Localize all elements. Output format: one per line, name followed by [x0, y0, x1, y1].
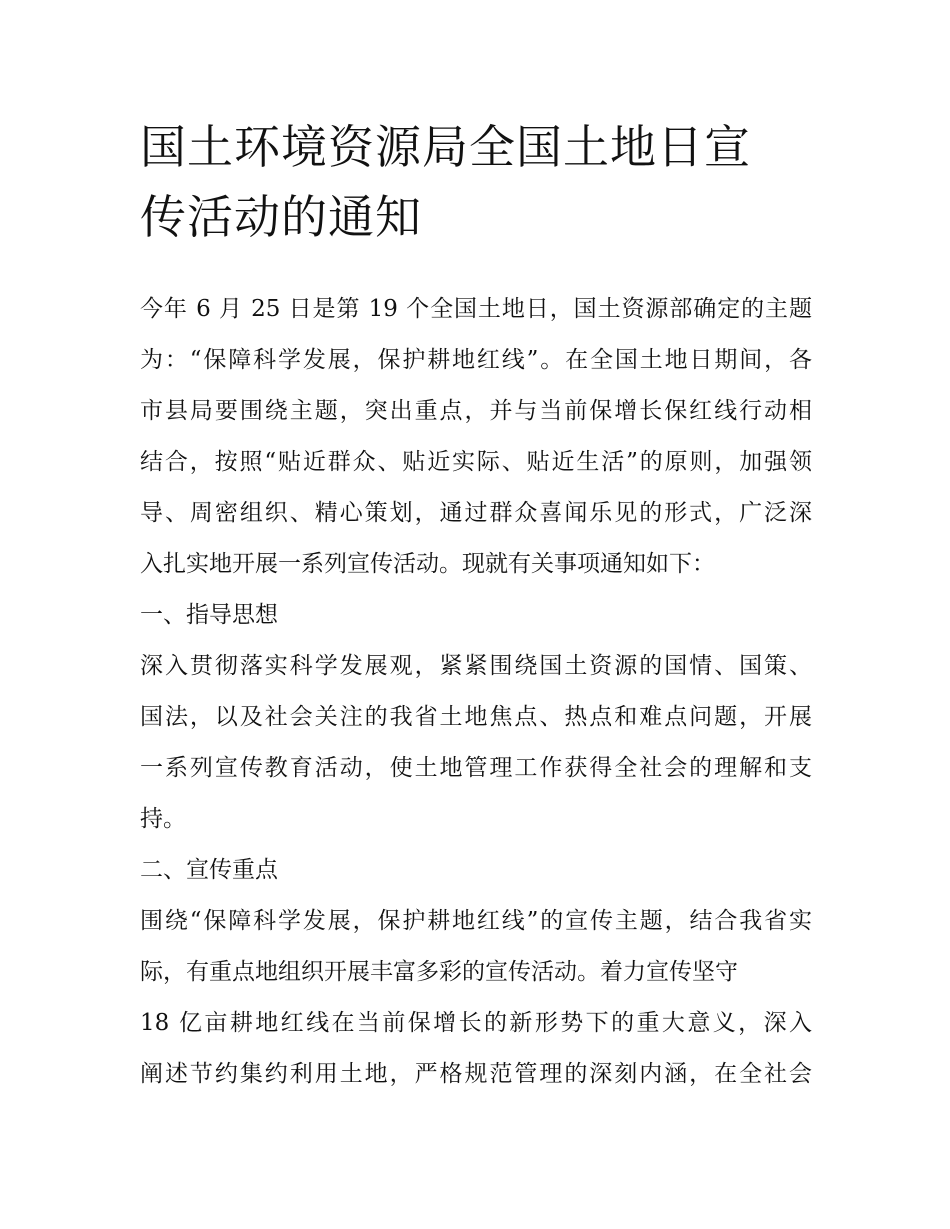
body-text-line: 导、周密组织、精心策划，通过群众喜闻乐见的形式，广泛深	[140, 500, 812, 526]
page-title	[140, 112, 812, 252]
body-text-line: 持。	[140, 806, 186, 832]
body-text-line: 入扎实地开展一系列宣传活动。现就有关事项通知如下：	[140, 551, 715, 577]
body-text-line: 国法，以及社会关注的我省土地焦点、热点和难点问题，开展	[140, 704, 812, 730]
body-text-line: 围绕“保障科学发展，保护耕地红线”的宣传主题，结合我省实	[140, 908, 812, 934]
body-text-line: 18 亿亩耕地红线在当前保增长的新形势下的重大意义，深入	[140, 1010, 812, 1036]
body-text-line: 结合，按照“贴近群众、贴近实际、贴近生活”的原则，加强领	[140, 449, 812, 475]
document-page	[140, 112, 812, 1100]
body-text-line: 市县局要围绕主题，突出重点，并与当前保增长保红线行动相	[140, 398, 812, 424]
body-text-line: 阐述节约集约利用土地，严格规范管理的深刻内涵，在全社会	[140, 1061, 812, 1087]
title-line: 传活动的通知	[140, 190, 422, 244]
document-body	[140, 284, 812, 1100]
body-text-line: 为：“保障科学发展，保护耕地红线”。在全国土地日期间，各	[140, 347, 812, 373]
body-text-line: 二、宣传重点	[140, 857, 278, 883]
body-text-line: 一、指导思想	[140, 602, 278, 628]
body-text-line: 际，有重点地组织开展丰富多彩的宣传活动。着力宣传坚守	[140, 959, 738, 985]
body-text-line: 深入贯彻落实科学发展观，紧紧围绕国土资源的国情、国策、	[140, 653, 812, 679]
title-line: 国土环境资源局全国土地日宣	[140, 120, 751, 174]
body-text-line: 一系列宣传教育活动，使土地管理工作获得全社会的理解和支	[140, 755, 812, 781]
body-text-line: 今年 6 月 25 日是第 19 个全国土地日，国土资源部确定的主题	[140, 296, 812, 322]
